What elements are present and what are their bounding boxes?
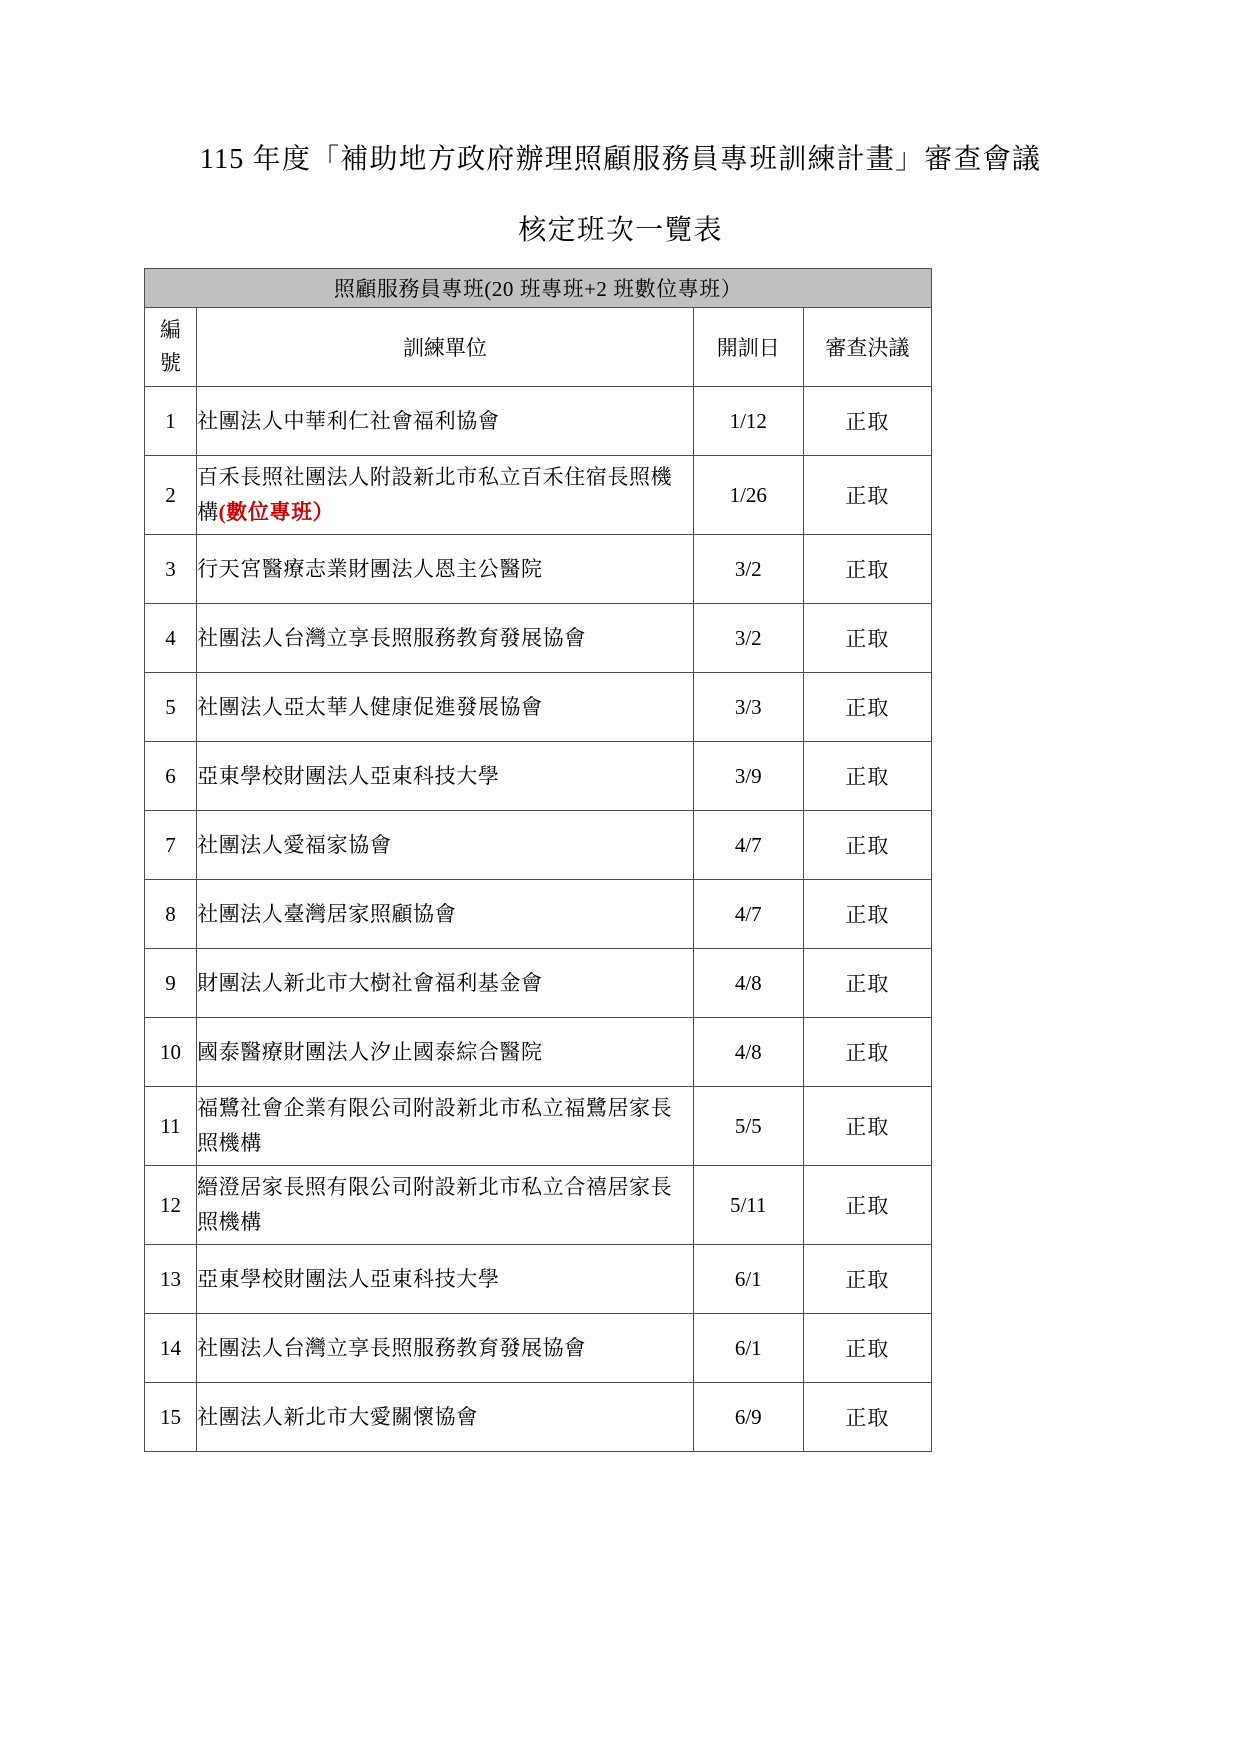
cell-no: 2	[145, 456, 197, 535]
cell-unit	[197, 456, 694, 535]
cell-no: 6	[145, 742, 197, 811]
cell-unit-name: 社團法人臺灣居家照顧協會	[197, 901, 457, 926]
cell-date: 5/11	[693, 1166, 803, 1245]
cell-unit-tag: (數位專班）	[218, 500, 335, 524]
cell-decision: 正取	[803, 456, 931, 535]
cell-date: 3/2	[693, 535, 803, 604]
table-row	[145, 880, 932, 949]
cell-unit	[197, 1166, 694, 1245]
cell-unit-name: 財團法人新北市大樹社會福利基金會	[197, 970, 543, 995]
cell-unit-name: 社團法人亞太華人健康促進發展協會	[197, 694, 543, 719]
cell-date: 1/12	[693, 387, 803, 456]
table-row	[145, 387, 932, 456]
cell-unit-name: 亞東學校財團法人亞東科技大學	[197, 1266, 500, 1291]
cell-decision: 正取	[803, 811, 931, 880]
cell-unit-name: 社團法人新北市大愛關懷協會	[197, 1404, 478, 1429]
table-row	[145, 1018, 932, 1087]
table-row	[145, 535, 932, 604]
cell-unit	[197, 1383, 694, 1452]
cell-date: 6/1	[693, 1314, 803, 1383]
cell-no: 5	[145, 673, 197, 742]
cell-date: 4/7	[693, 880, 803, 949]
cell-no: 11	[145, 1087, 197, 1166]
cell-unit-name: 亞東學校財團法人亞東科技大學	[197, 763, 500, 788]
page-title: 115 年度「補助地方政府辦理照顧服務員專班訓練計畫」審查會議	[199, 144, 1042, 175]
cell-unit-name: 福鷺社會企業有限公司附設新北市私立福鷺居家長照機構	[197, 1096, 673, 1155]
cell-no: 14	[145, 1314, 197, 1383]
cell-decision: 正取	[803, 1018, 931, 1087]
column-header-no-line2: 號	[160, 351, 182, 375]
table-row	[145, 1314, 932, 1383]
cell-decision: 正取	[803, 1087, 931, 1166]
cell-no: 10	[145, 1018, 197, 1087]
cell-unit	[197, 673, 694, 742]
cell-no: 15	[145, 1383, 197, 1452]
cell-decision: 正取	[803, 880, 931, 949]
table-row	[145, 1245, 932, 1314]
table-row	[145, 673, 932, 742]
cell-date: 5/5	[693, 1087, 803, 1166]
column-header-decision: 審查決議	[803, 308, 931, 387]
cell-unit	[197, 604, 694, 673]
column-header-no-line1: 編	[160, 318, 182, 343]
cell-unit	[197, 1314, 694, 1383]
cell-decision: 正取	[803, 1383, 931, 1452]
table-row	[145, 742, 932, 811]
cell-unit-name: 百禾長照社團法人附設新北市私立百禾住宿長照機構	[197, 465, 673, 524]
cell-date: 1/26	[693, 456, 803, 535]
cell-decision: 正取	[803, 1166, 931, 1245]
table-row	[145, 949, 932, 1018]
column-header-date: 開訓日	[693, 308, 803, 387]
cell-unit	[197, 1245, 694, 1314]
cell-decision: 正取	[803, 1245, 931, 1314]
cell-unit-name: 縉澄居家長照有限公司附設新北市私立合禧居家長照機構	[197, 1175, 673, 1234]
cell-decision: 正取	[803, 742, 931, 811]
table-band-header-row	[145, 269, 932, 308]
cell-decision: 正取	[803, 604, 931, 673]
cell-date: 4/8	[693, 949, 803, 1018]
cell-date: 4/7	[693, 811, 803, 880]
cell-no: 12	[145, 1166, 197, 1245]
cell-decision: 正取	[803, 949, 931, 1018]
cell-unit-name: 社團法人台灣立享長照服務教育發展協會	[197, 625, 586, 650]
table-row	[145, 456, 932, 535]
cell-unit-name: 社團法人愛福家協會	[197, 832, 392, 857]
table-band-title: 照顧服務員專班(20 班專班+2 班數位專班）	[145, 269, 932, 308]
cell-unit-name: 國泰醫療財團法人汐止國泰綜合醫院	[197, 1039, 543, 1064]
table-row	[145, 604, 932, 673]
cell-unit	[197, 1018, 694, 1087]
cell-no: 13	[145, 1245, 197, 1314]
cell-decision: 正取	[803, 1314, 931, 1383]
cell-no: 4	[145, 604, 197, 673]
column-header-no	[145, 308, 197, 387]
cell-date: 3/3	[693, 673, 803, 742]
cell-no: 9	[145, 949, 197, 1018]
cell-decision: 正取	[803, 387, 931, 456]
table-column-header-row	[145, 308, 932, 387]
cell-no: 7	[145, 811, 197, 880]
cell-unit	[197, 387, 694, 456]
cell-date: 6/1	[693, 1245, 803, 1314]
cell-decision: 正取	[803, 535, 931, 604]
cell-decision: 正取	[803, 673, 931, 742]
table-body	[145, 269, 932, 1452]
table-row	[145, 1383, 932, 1452]
approved-classes-table	[144, 268, 932, 1452]
table-row	[145, 1166, 932, 1245]
column-header-unit: 訓練單位	[197, 308, 694, 387]
cell-no: 1	[145, 387, 197, 456]
page-subtitle: 核定班次一覽表	[518, 215, 723, 246]
cell-date: 6/9	[693, 1383, 803, 1452]
cell-date: 3/9	[693, 742, 803, 811]
cell-no: 8	[145, 880, 197, 949]
table-row	[145, 811, 932, 880]
table-row	[145, 1087, 932, 1166]
cell-unit	[197, 535, 694, 604]
cell-unit	[197, 1087, 694, 1166]
cell-no: 3	[145, 535, 197, 604]
cell-unit	[197, 811, 694, 880]
cell-date: 4/8	[693, 1018, 803, 1087]
cell-unit-name: 社團法人台灣立享長照服務教育發展協會	[197, 1335, 586, 1360]
cell-unit	[197, 880, 694, 949]
cell-unit	[197, 742, 694, 811]
cell-unit-name: 社團法人中華利仁社會福利協會	[197, 408, 500, 433]
cell-unit-name: 行天宮醫療志業財團法人恩主公醫院	[197, 556, 543, 581]
cell-date: 3/2	[693, 604, 803, 673]
cell-unit	[197, 949, 694, 1018]
